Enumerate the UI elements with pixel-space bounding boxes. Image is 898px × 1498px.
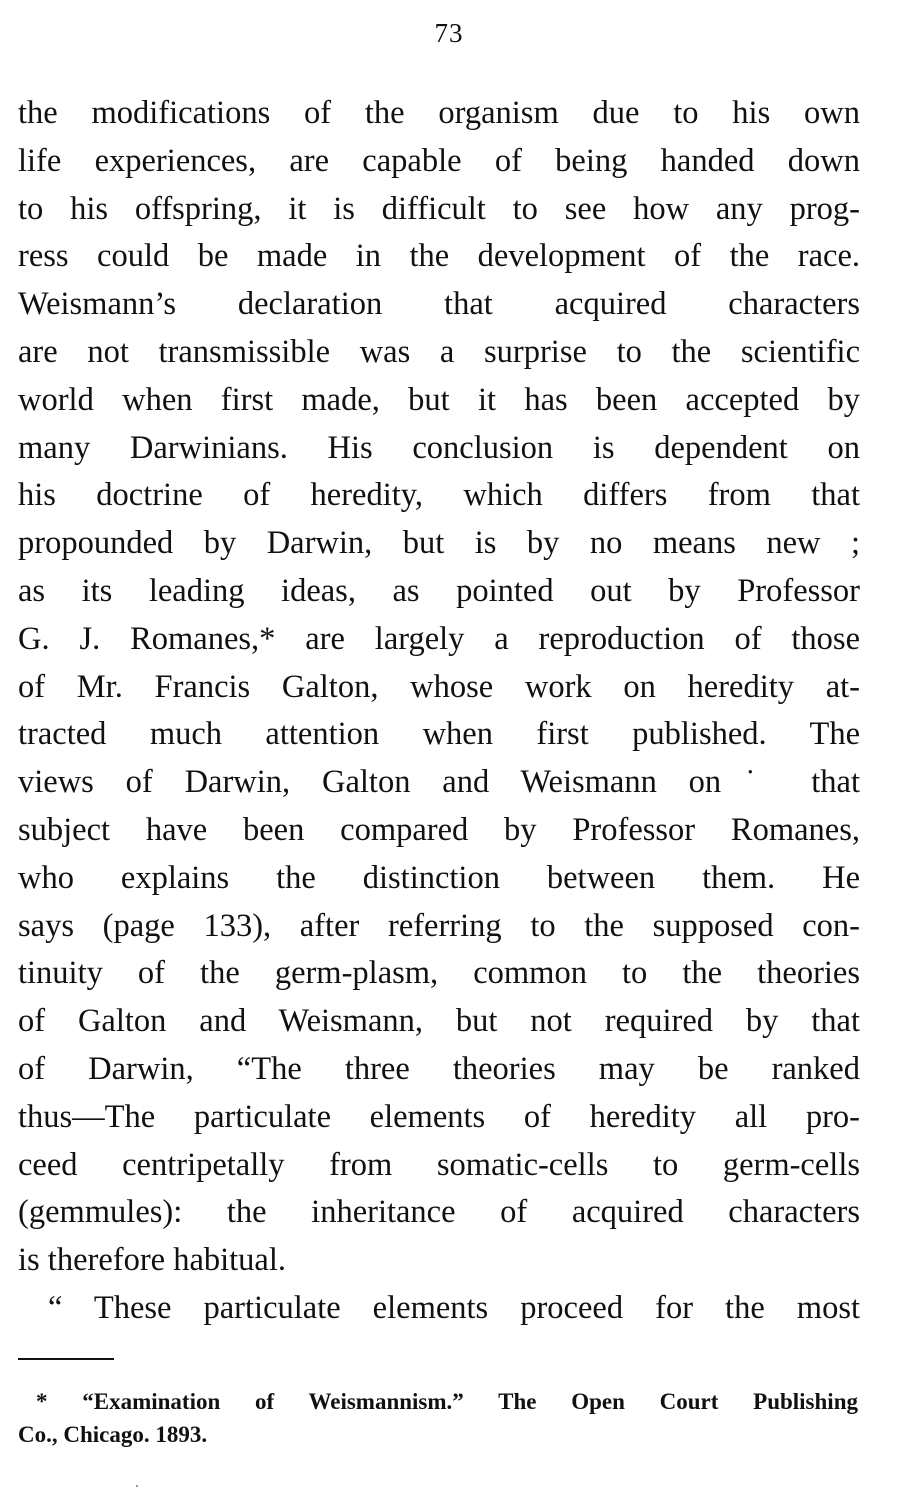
print-speck xyxy=(136,1485,138,1487)
text-line: the modifications of the organism due to his own xyxy=(18,95,860,131)
text-line: many Darwinians. His conclusion is dependent on xyxy=(18,429,860,466)
text-line: tracted much attention when first published. The xyxy=(18,716,860,753)
text-line: says (page 133), after referring to the supposed con- xyxy=(18,907,860,944)
text-line: of Darwin, “The three theories may be ranked xyxy=(18,1050,860,1087)
text-line: ceed centripetally from somatic-cells to germ-cells xyxy=(18,1146,860,1183)
text-line: are not transmissible was a surprise to the scientific xyxy=(18,333,860,370)
text-line: to his offspring, it is difficult to see how any prog- xyxy=(18,190,860,227)
footnote xyxy=(18,1385,858,1451)
text-line: ress could be made in the development of the race. xyxy=(18,238,860,275)
text-line: views of Darwin, Galton and Weismann on˙ that xyxy=(18,764,860,801)
text-line: as its leading ideas, as pointed out by Professor xyxy=(18,572,860,609)
text-line: life experiences, are capable of being handed down xyxy=(18,142,860,179)
paragraph-end-line: is therefore habitual. xyxy=(18,1242,287,1279)
text-line: who explains the distinction between them. He xyxy=(18,859,860,896)
paragraph-start-line: “ These particulate elements proceed for the most xyxy=(48,1289,860,1326)
text-line: tinuity of the germ-plasm, common to the theories xyxy=(18,955,860,992)
text-line: of Galton and Weismann, but not required by that xyxy=(18,1003,860,1040)
text-line: thus—The particulate elements of heredity all pro- xyxy=(18,1098,860,1135)
page-number: 73 xyxy=(434,18,464,48)
text-line: Weismann’s declaration that acquired characters xyxy=(18,286,860,323)
text-line: his doctrine of heredity, which differs from that xyxy=(18,477,860,514)
text-line: propounded by Darwin, but is by no means new ; xyxy=(18,525,860,562)
footnote-line: * “Examination of Weismannism.” The Open Court Publishing xyxy=(36,1389,858,1414)
body-text xyxy=(18,90,860,1333)
text-line: of Mr. Francis Galton, whose work on heredity at- xyxy=(18,668,860,705)
footnote-rule xyxy=(18,1358,114,1360)
text-line: subject have been compared by Professor Romanes, xyxy=(18,811,860,848)
text-line: G. J. Romanes,* are largely a reproduction of those xyxy=(18,620,860,657)
text-line: world when first made, but it has been accepted by xyxy=(18,381,860,418)
text-line: (gemmules): the inheritance of acquired characters xyxy=(18,1194,860,1231)
footnote-line: Co., Chicago. 1893. xyxy=(18,1422,208,1447)
